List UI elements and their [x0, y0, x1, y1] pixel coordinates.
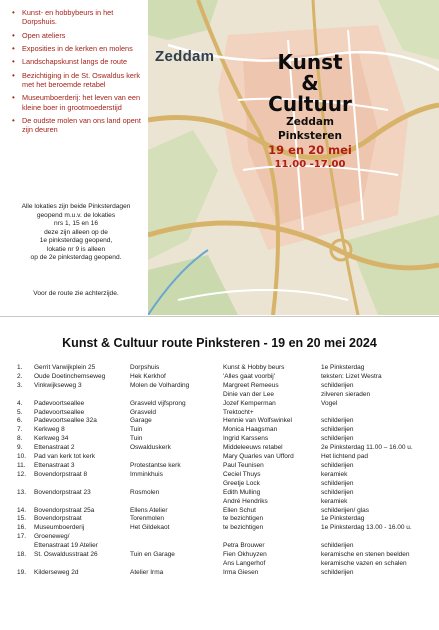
event-hours: 11.00 -17.00	[274, 159, 346, 170]
route-number	[0, 560, 34, 569]
route-row	[0, 471, 439, 480]
info-panel	[0, 0, 148, 315]
village-map	[148, 0, 439, 315]
route-description: schilderijen	[321, 435, 354, 443]
opening-info	[4, 203, 148, 263]
route-location: Ellens Atelier	[130, 506, 168, 514]
route-title: Kunst & Cultuur route Pinksteren - 19 en 20 mei 2024	[62, 336, 377, 350]
route-number: 13.	[17, 488, 27, 496]
info-line: Alle lokaties zijn beide Pinksterdagen	[21, 203, 131, 210]
route-number: 4.	[17, 399, 23, 407]
route-row	[0, 364, 439, 373]
route-address: Gerrit Varwijkplein 25	[34, 364, 96, 371]
route-number: 16.	[17, 524, 27, 532]
route-artist: Edith Mulling	[223, 488, 261, 496]
route-description: schilderijen/ glas	[321, 506, 370, 514]
route-artist: Paul Teunisen	[223, 461, 264, 469]
event-dates: 19 en 20 mei	[268, 143, 352, 157]
route-description	[321, 533, 439, 542]
route-row	[0, 569, 439, 578]
event-title-block	[250, 52, 370, 172]
activity-item: • Landschapskunst langs de route	[12, 57, 148, 66]
route-address: Padevoortseallee 32a	[34, 417, 97, 425]
route-description: schilderijen	[321, 568, 354, 576]
route-artist: Petra Brouwer	[223, 542, 265, 550]
route-row	[0, 409, 439, 418]
route-address: Oude Doetinchemseweg	[34, 372, 106, 380]
route-description: schilderijen	[321, 381, 354, 389]
route-row	[0, 382, 439, 391]
route-artist: Mary Quarles van Ufford	[223, 453, 294, 461]
route-row	[0, 462, 439, 471]
route-description: 2e Pinksterdag 11.00 – 16.00 u.	[321, 444, 413, 452]
route-table	[0, 364, 439, 578]
route-location	[130, 533, 223, 542]
map-place-label: Zeddam	[155, 48, 215, 65]
route-number	[0, 480, 34, 489]
route-row	[0, 400, 439, 409]
route-address: Kerkweg 8	[34, 426, 65, 434]
route-row	[0, 417, 439, 426]
route-address: Bovendorpstraat 25a	[34, 506, 95, 514]
route-location: Dorpshuis	[130, 364, 160, 371]
route-number: 12.	[17, 470, 27, 478]
route-table-body	[0, 364, 439, 578]
activity-item: • De oudste molen van ons land opent zijn deuren	[12, 116, 148, 134]
route-row	[0, 435, 439, 444]
route-location	[130, 560, 223, 569]
route-location: Garage	[130, 417, 152, 425]
route-number: 9.	[17, 444, 23, 452]
route-number: 2.	[17, 372, 23, 380]
info-line: geopend m.u.v. de lokaties	[36, 211, 116, 219]
route-address: Padevoortseallee	[34, 408, 85, 416]
route-description: keramische en stenen beelden	[321, 551, 410, 559]
route-number	[0, 391, 34, 400]
route-description: Het lichtend pad	[321, 453, 368, 461]
activity-item: • Bezichtiging in de St. Oswaldus kerk met het beroemde retabel	[12, 71, 148, 89]
route-artist: Middeleeuws retabel	[223, 444, 283, 452]
route-description: teksten: Lizet Westra	[321, 372, 382, 380]
route-description: 1e Pinksterdag 13.00 - 16.00 u.	[321, 524, 412, 532]
route-address: Museumboerderij	[34, 524, 85, 532]
route-artist: Dinie van der Lee	[223, 390, 274, 398]
route-artist: te bezichtigen	[223, 524, 264, 532]
route-description: schilderijen	[321, 488, 354, 496]
route-location: Molen de Volharding	[130, 381, 190, 389]
route-location	[130, 542, 223, 551]
route-row	[0, 551, 439, 560]
route-row	[0, 515, 439, 524]
route-location: Tuin	[130, 435, 143, 443]
route-address: Pad van kerk tot kerk	[34, 453, 96, 461]
route-number: 17.	[17, 533, 27, 541]
route-table-wrap	[0, 364, 439, 578]
route-number	[0, 498, 34, 507]
route-description: keramiek	[321, 470, 348, 478]
route-artist	[223, 533, 321, 542]
info-line: op de 2e pinksterdag geopend.	[30, 254, 122, 261]
title-place: Zeddam	[286, 116, 334, 128]
route-row	[0, 507, 439, 516]
title-event: Pinksteren	[278, 130, 342, 142]
route-location: Atelier Irma	[130, 568, 164, 576]
route-address: Ettenastraat 19 Atelier	[34, 542, 98, 550]
route-description: schilderijen	[321, 479, 354, 487]
route-artist: Hennie van Wolfswinkel	[223, 417, 292, 425]
route-row	[0, 480, 439, 489]
route-description: Vogel	[321, 399, 338, 407]
route-location: Torenmolen	[130, 515, 164, 523]
route-location: Oswalduskerk	[130, 444, 171, 452]
route-address: Vinkwijkseweg 3	[34, 381, 82, 389]
activity-list	[0, 0, 148, 134]
route-number: 18.	[17, 551, 27, 559]
route-number: 11.	[17, 461, 26, 469]
route-description: schilderijen	[321, 542, 354, 550]
route-location: Rosmolen	[130, 488, 160, 496]
route-artist: Ingrid Karssens	[223, 435, 269, 443]
route-artist: Greetje Lock	[223, 479, 260, 487]
route-number: 1.	[17, 364, 23, 371]
route-address: Groeneweg/	[34, 533, 70, 541]
route-row	[0, 391, 439, 400]
route-location	[130, 498, 223, 507]
info-line: lokatie nr 9 is alleen	[46, 245, 106, 253]
route-location: Tuin en Garage	[130, 551, 175, 559]
route-address: Ettenastraat 2	[34, 444, 75, 452]
route-address: Ettenastraat 3	[34, 461, 75, 469]
route-note: Voor de route zie achterzijde.	[33, 290, 119, 297]
activity-item: • Exposities in de kerken en molens	[12, 44, 148, 53]
route-description: zilveren sieraden	[321, 390, 371, 398]
route-row	[0, 444, 439, 453]
route-description: schilderijen	[321, 417, 354, 425]
route-address: Bovendorpstraat 23	[34, 488, 91, 496]
info-line: deze zijn alleen op de	[44, 228, 108, 236]
route-row	[0, 453, 439, 462]
route-location: Grasveld vijfsprong	[130, 399, 186, 407]
route-number: 3.	[17, 381, 23, 389]
route-number: 14.	[17, 506, 27, 514]
route-row	[0, 489, 439, 498]
route-address: Bovendorpstraat 8	[34, 470, 88, 478]
route-artist: Jozef Kemperman	[223, 399, 276, 407]
route-location: Hek Kerkhof	[130, 372, 166, 380]
route-artist: Ellen Schut	[223, 506, 256, 514]
route-artist: Ans Langerhof	[223, 559, 266, 567]
route-row	[0, 560, 439, 569]
route-description: schilderijen	[321, 461, 354, 469]
route-row	[0, 524, 439, 533]
route-address	[34, 391, 130, 400]
route-artist: Ceciel Thuys	[223, 470, 261, 478]
title-kunst: Kunst	[277, 50, 343, 74]
route-artist: Fien Okhuyzen	[223, 551, 267, 559]
route-description: schilderijen	[321, 426, 354, 434]
route-location: Imminkhuis	[130, 470, 163, 478]
route-address: Kerkweg 34	[34, 435, 69, 443]
route-location: Grasveld	[130, 408, 157, 416]
route-number: 10.	[17, 453, 27, 461]
route-number: 6.	[17, 417, 23, 425]
route-artist: 'Alles gaat voorbij'	[223, 372, 275, 380]
activity-item: • Kunst- en hobbybeurs in het Dorpshuis.	[12, 8, 148, 26]
info-line: 1e pinksterdag geopend,	[39, 237, 113, 244]
route-address	[34, 480, 130, 489]
route-number: 8.	[17, 435, 23, 443]
route-address	[34, 560, 130, 569]
activity-item: • Museumboerderij: het leven van een kleine boer in grootmoederstijd	[12, 93, 148, 111]
route-address: Padevoortseallee	[34, 399, 85, 407]
page-divider	[0, 316, 439, 317]
route-address: Bovendorpstraat	[34, 515, 82, 523]
route-location	[130, 480, 223, 489]
route-description: 1e Pinksterdag	[321, 364, 365, 371]
route-row	[0, 426, 439, 435]
route-address	[34, 498, 130, 507]
route-number: 7.	[17, 426, 23, 434]
activity-item: • Open ateliers	[12, 31, 148, 40]
route-row	[0, 542, 439, 551]
route-artist: Kunst & Hobby beurs	[223, 364, 285, 371]
info-line: nrs 1, 15 en 16	[54, 220, 98, 227]
route-description: 1e Pinksterdag	[321, 515, 365, 523]
route-number: 15.	[17, 515, 27, 523]
route-location	[130, 453, 223, 462]
route-description: keramische vazen en schalen	[321, 559, 407, 567]
route-artist: te bezichtigen	[223, 515, 264, 523]
route-row	[0, 373, 439, 382]
route-location: Tuin	[130, 426, 143, 434]
route-row	[0, 498, 439, 507]
title-cultuur: Cultuur	[268, 92, 352, 116]
route-artist: André Hendriks	[223, 497, 268, 505]
route-address: St. Oswaldusstraat 26	[34, 551, 98, 559]
route-number: 19.	[17, 568, 27, 576]
route-artist: Irma Giesen	[223, 568, 259, 576]
route-number: 5.	[17, 408, 23, 416]
route-location: Protestantse kerk	[130, 461, 181, 469]
route-location	[130, 391, 223, 400]
route-address: Kilderseweg 2d	[34, 568, 79, 576]
route-row	[0, 533, 439, 542]
title-ampersand: &	[301, 71, 319, 95]
route-artist: Margreet Remeeus	[223, 381, 279, 389]
route-number	[0, 542, 34, 551]
route-description: keramiek	[321, 497, 348, 505]
route-artist: Monica Haagsman	[223, 426, 278, 434]
route-location: Het Gildekaot	[130, 524, 170, 532]
route-description	[321, 409, 439, 418]
route-artist: Trektocht+	[223, 408, 254, 416]
